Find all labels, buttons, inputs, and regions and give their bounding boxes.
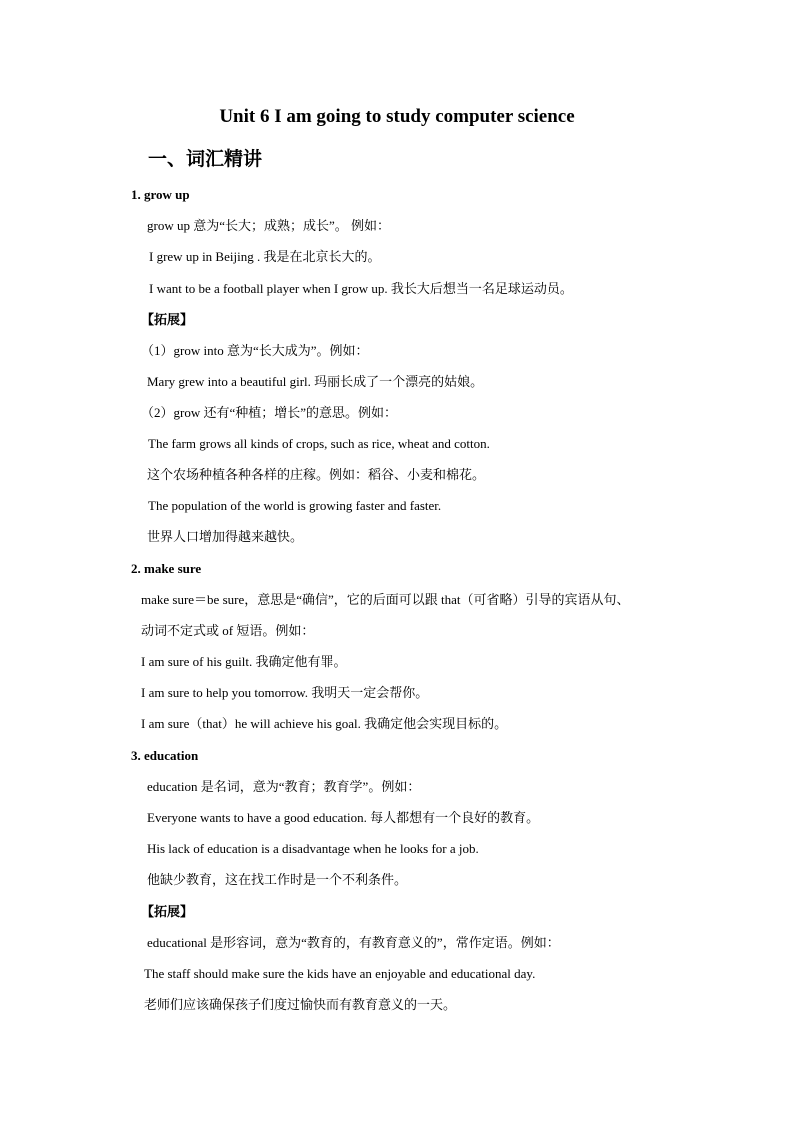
- entry-line: The staff should make sure the kids have an enjoyable and educational day.: [144, 966, 536, 981]
- document-title: Unit 6 I am going to study computer science: [219, 106, 575, 127]
- entry-line: The population of the world is growing faster and faster.: [148, 498, 442, 513]
- entry-heading: 1. grow up: [131, 187, 190, 202]
- entry-line: 他缺少教育，这在找工作时是一个不利条件。: [147, 872, 408, 887]
- entry-line: I am sure of his guilt. 我确定他有罪。: [141, 654, 347, 669]
- entry-line: I grew up in Beijing . 我是在北京长大的。: [149, 249, 381, 264]
- entry-line: （2）grow 还有“种植；增长”的意思。例如：: [141, 405, 398, 420]
- entry-line: I want to be a football player when I grow up. 我长大后想当一名足球运动员。: [149, 281, 573, 296]
- entry-line: 世界人口增加得越来越快。: [147, 529, 304, 544]
- entry-line: Mary grew into a beautiful girl. 玛丽长成了一个漂亮的姑娘。: [147, 374, 484, 389]
- entry-line: I am sure to help you tomorrow. 我明天一定会帮你。: [141, 685, 429, 700]
- entry-line: grow up 意为“长大；成熟；成长”。 例如：: [147, 218, 391, 233]
- entry-line: 动词不定式或 of 短语。例如：: [141, 623, 315, 638]
- entry-line: His lack of education is a disadvantage when he looks for a job.: [147, 841, 479, 856]
- expansion-label: 【拓展】: [141, 312, 194, 327]
- entry-line: make sure＝be sure，意思是“确信”，它的后面可以跟 that（可省略）引导的宾语从句、: [141, 592, 630, 607]
- section-heading: 一、词汇精讲: [148, 149, 263, 170]
- entry-line: education 是名词，意为“教育；教育学”。例如：: [147, 779, 421, 794]
- entry-line: The farm grows all kinds of crops, such as rice, wheat and cotton.: [148, 436, 490, 451]
- entry-heading: 3. education: [131, 748, 199, 763]
- entry-line: （1）grow into 意为“长大成为”。例如：: [141, 343, 369, 358]
- entry-line: 这个农场种植各种各样的庄稼。例如：稻谷、小麦和棉花。: [147, 467, 486, 482]
- entry-line: educational 是形容词，意为“教育的，有教育意义的”，常作定语。例如：: [147, 935, 560, 950]
- entry-line: I am sure（that）he will achieve his goal. 我确定他会实现目标的。: [141, 716, 508, 731]
- entry-line: 老师们应该确保孩子们度过愉快而有教育意义的一天。: [144, 997, 457, 1012]
- expansion-label: 【拓展】: [141, 904, 194, 919]
- entry-line: Everyone wants to have a good education. 每人都想有一个良好的教育。: [147, 810, 540, 825]
- entry-heading: 2. make sure: [131, 561, 202, 576]
